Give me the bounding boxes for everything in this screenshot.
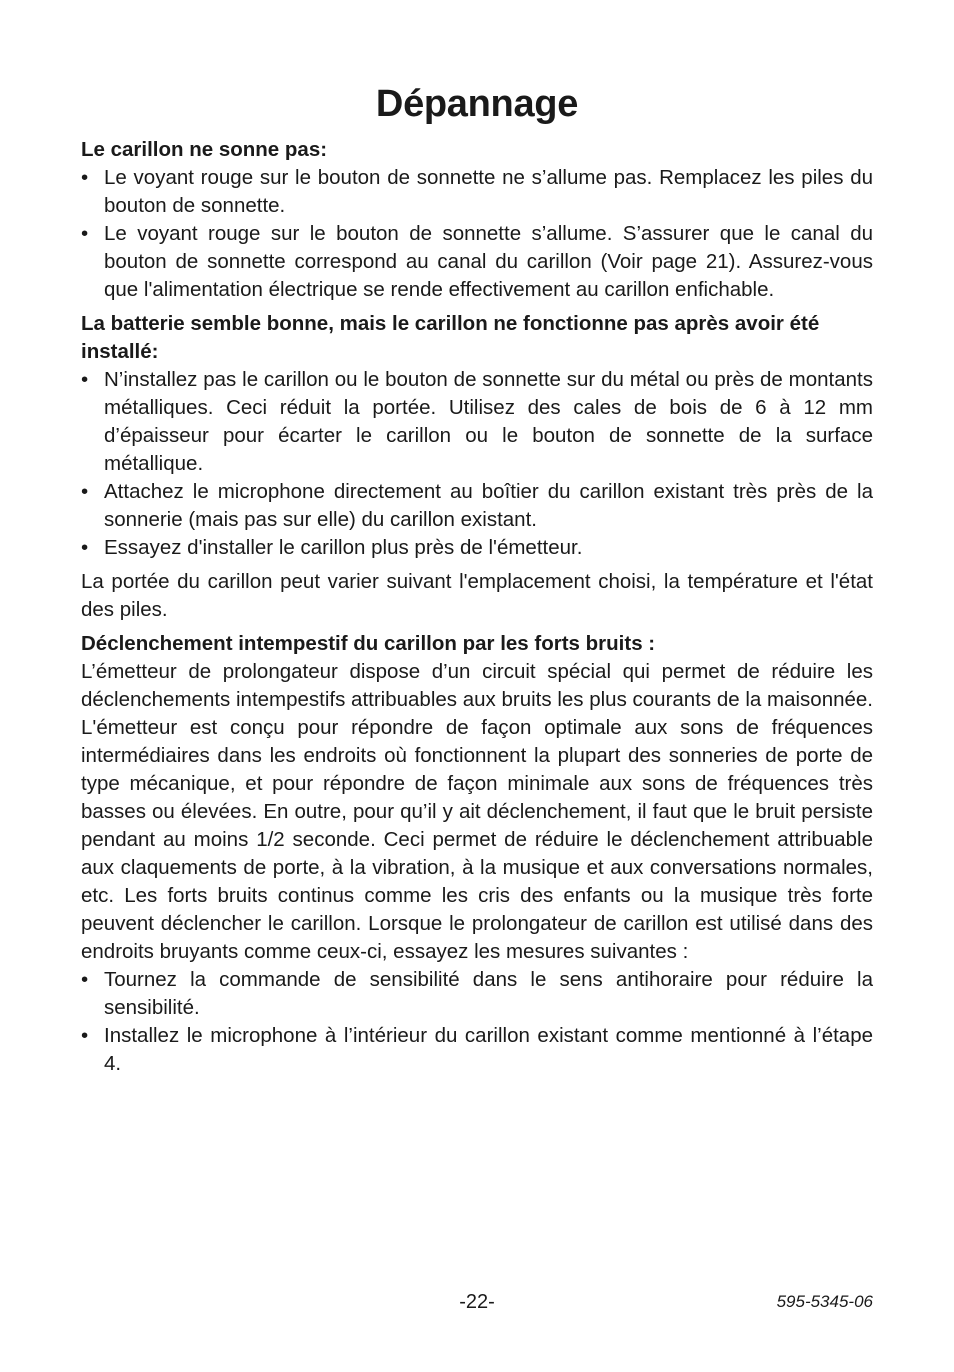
bullet-list-false-trigger xyxy=(81,966,873,1078)
bullet-list-battery-ok xyxy=(81,366,873,562)
bullet-glyph: • xyxy=(81,1024,89,1047)
bullet-glyph: • xyxy=(81,222,89,245)
bullet-glyph: • xyxy=(81,166,89,189)
document-code: 595-5345-06 xyxy=(776,1292,873,1311)
section-heading-no-ring: Le carillon ne sonne pas: xyxy=(81,138,328,161)
page-number: -22- xyxy=(459,1291,495,1313)
bullet-list-no-ring xyxy=(81,164,873,304)
list-item: • Installez le microphone à l’intérieur du carillon existant comme mentionné à l’étape 4. xyxy=(81,1024,873,1075)
bullet-glyph: • xyxy=(81,968,89,991)
list-item: • Attachez le microphone directement au boîtier du carillon existant très près de la sonnerie (mais pas sur elle) du carillon existant. xyxy=(81,480,873,531)
list-item: • Le voyant rouge sur le bouton de sonnette s’allume. S’assurer que le canal du bouton de sonnette correspond au canal du carillon (Voir page 21). Assurez-vous que l'alimentation électrique se rende effectivement au carillon enfichable. xyxy=(81,222,873,301)
section-heading-false-trigger: Déclenchement intempestif du carillon par les forts bruits : xyxy=(81,632,656,655)
list-item: • Tournez la commande de sensibilité dans le sens antihoraire pour réduire la sensibilité. xyxy=(81,968,873,1019)
bullet-glyph: • xyxy=(81,536,89,559)
list-item: • N’installez pas le carillon ou le bouton de sonnette sur du métal ou près de montants métalliques. Ceci réduit la portée. Utilisez des cales de bois de 6 à 12 mm d’épaisseur pour écarter le carillon ou le bouton de sonnette de la surface métallique. xyxy=(81,368,873,475)
section-heading-battery-ok: La batterie semble bonne, mais le carillon ne fonctionne pas après avoir été installé: xyxy=(81,312,820,363)
list-item: • Le voyant rouge sur le bouton de sonnette ne s’allume pas. Remplacez les piles du bouton de sonnette. xyxy=(81,166,873,217)
list-item: • Essayez d'installer le carillon plus près de l'émetteur. xyxy=(81,534,873,562)
page-title: Dépannage xyxy=(375,83,579,125)
bullet-glyph: • xyxy=(81,368,89,391)
document-page xyxy=(81,78,873,1078)
range-note: La portée du carillon peut varier suivant l'emplacement choisi, la température et l'état des piles. xyxy=(81,570,873,621)
false-trigger-paragraph: L’émetteur de prolongateur dispose d’un circuit spécial qui permet de réduire les déclenchements intempestifs attribuables aux bruits les plus courants de la maisonnée. L'émetteur est conçu pour répondre de façon optimale aux sons de fréquences intermédiaires dans les endroits où fonctionnent la plupart des sonneries de porte de type mécanique, et pour répondre de façon minimale aux sons de fréquences très basses ou élevées. En outre, pour qu’il y ait déclenchement, il faut que le bruit persiste pendant au moins 1/2 seconde. Ceci permet de réduire le déclenchement attribuable aux claquements de porte, à la vibration, à la musique et aux conversations normales, etc. Les forts bruits continus comme les cris des enfants ou la musique très forte peuvent déclencher le carillon. Lorsque le prolongateur de carillon est utilisé dans des endroits bruyants comme ceux-ci, essayez les mesures suivantes : xyxy=(81,660,873,963)
bullet-glyph: • xyxy=(81,480,89,503)
